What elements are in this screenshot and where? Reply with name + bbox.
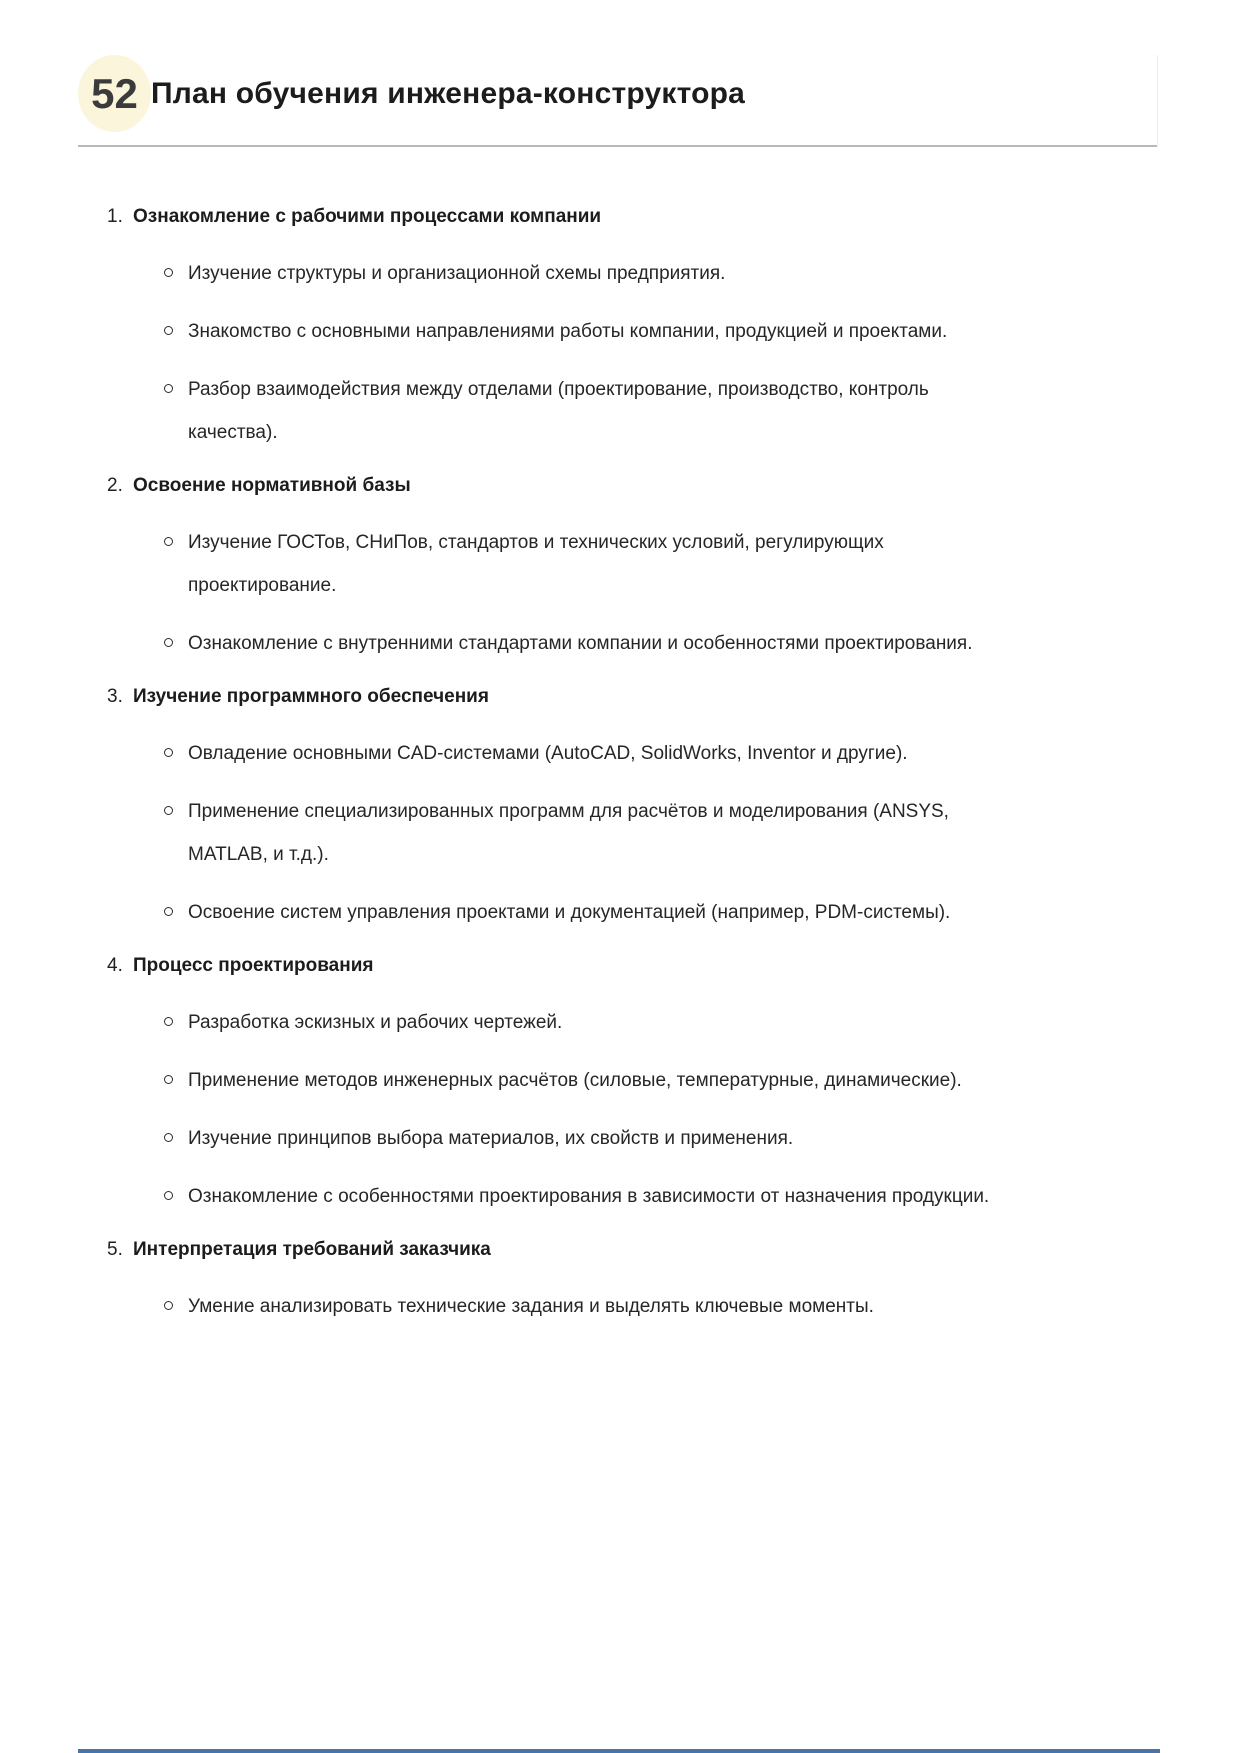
circle-bullet-icon <box>164 1191 173 1200</box>
page-edge-line <box>1157 55 1158 147</box>
training-plan-list <box>107 195 1159 1328</box>
item-bullets <box>163 732 1018 934</box>
item-number: 1. <box>107 206 123 227</box>
circle-bullet-icon <box>164 1133 173 1142</box>
bullet-text: Изучение ГОСТов, СНиПов, стандартов и технических условий, регулирующих проектирование. <box>188 532 884 596</box>
item-bullets <box>163 1285 1018 1328</box>
item-number: 4. <box>107 955 123 976</box>
list-item <box>107 944 1159 1218</box>
bullet-text: Умение анализировать технические задания и выделять ключевые моменты. <box>188 1296 874 1317</box>
circle-bullet-icon <box>164 638 173 647</box>
bullet-item <box>163 732 1018 775</box>
circle-bullet-icon <box>164 1017 173 1026</box>
item-bullets <box>163 252 1018 454</box>
page-number-badge <box>78 55 151 132</box>
bullet-text: Изучение принципов выбора материалов, их свойств и применения. <box>188 1128 794 1149</box>
list-item <box>107 675 1159 934</box>
bullet-item <box>163 790 1018 876</box>
bullet-item <box>163 310 1018 353</box>
bullet-item <box>163 1175 1018 1218</box>
item-bullets <box>163 1001 1018 1218</box>
item-number: 2. <box>107 475 123 496</box>
bullet-text: Овладение основными CAD-системами (AutoCAD, SolidWorks, Inventor и другие). <box>188 743 908 764</box>
bullet-text: Ознакомление с особенностями проектирования в зависимости от назначения продукции. <box>188 1186 990 1207</box>
bullet-item <box>163 521 1018 607</box>
circle-bullet-icon <box>164 268 173 277</box>
bullet-text: Ознакомление с внутренними стандартами компании и особенностями проектирования. <box>188 633 973 654</box>
list-item <box>107 464 1159 665</box>
page-title: План обучения инженера-конструктора <box>151 76 746 110</box>
bullet-item <box>163 1059 1018 1102</box>
page-number: 52 <box>91 69 138 117</box>
item-bullets <box>163 521 1018 665</box>
bottom-accent-bar <box>78 1749 1160 1753</box>
item-heading: Интерпретация требований заказчика <box>133 1239 491 1260</box>
bullet-text: Разработка эскизных и рабочих чертежей. <box>188 1012 563 1033</box>
circle-bullet-icon <box>164 1301 173 1310</box>
item-heading-row <box>107 1228 1159 1271</box>
bullet-text: Знакомство с основными направлениями работы компании, продукцией и проектами. <box>188 321 948 342</box>
item-number: 3. <box>107 686 123 707</box>
list-item <box>107 195 1159 454</box>
item-number: 5. <box>107 1239 123 1260</box>
bullet-item <box>163 1001 1018 1044</box>
circle-bullet-icon <box>164 1075 173 1084</box>
bullet-item <box>163 891 1018 934</box>
bullet-text: Разбор взаимодействия между отделами (проектирование, производство, контроль качества). <box>188 379 929 443</box>
item-heading-row <box>107 675 1159 718</box>
circle-bullet-icon <box>164 748 173 757</box>
bullet-item <box>163 1117 1018 1160</box>
bullet-item <box>163 622 1018 665</box>
circle-bullet-icon <box>164 806 173 815</box>
item-heading-row <box>107 464 1159 507</box>
item-heading: Процесс проектирования <box>133 955 374 976</box>
bullet-text: Изучение структуры и организационной схемы предприятия. <box>188 263 726 284</box>
item-heading: Ознакомление с рабочими процессами компании <box>133 206 602 227</box>
bullet-item <box>163 1285 1018 1328</box>
bullet-text: Применение специализированных программ для расчётов и моделирования (ANSYS, MATLAB, и т.д.). <box>188 801 949 865</box>
circle-bullet-icon <box>164 537 173 546</box>
bullet-item <box>163 368 1018 454</box>
bullet-text: Освоение систем управления проектами и документацией (например, PDM-системы). <box>188 902 951 923</box>
circle-bullet-icon <box>164 384 173 393</box>
item-heading-row <box>107 195 1159 238</box>
page-header <box>0 0 1239 132</box>
item-heading: Изучение программного обеспечения <box>133 686 489 707</box>
bullet-item <box>163 252 1018 295</box>
header-divider <box>78 145 1157 147</box>
bullet-text: Применение методов инженерных расчётов (силовые, температурные, динамические). <box>188 1070 962 1091</box>
circle-bullet-icon <box>164 326 173 335</box>
item-heading-row <box>107 944 1159 987</box>
list-item <box>107 1228 1159 1328</box>
item-heading: Освоение нормативной базы <box>133 475 411 496</box>
circle-bullet-icon <box>164 907 173 916</box>
